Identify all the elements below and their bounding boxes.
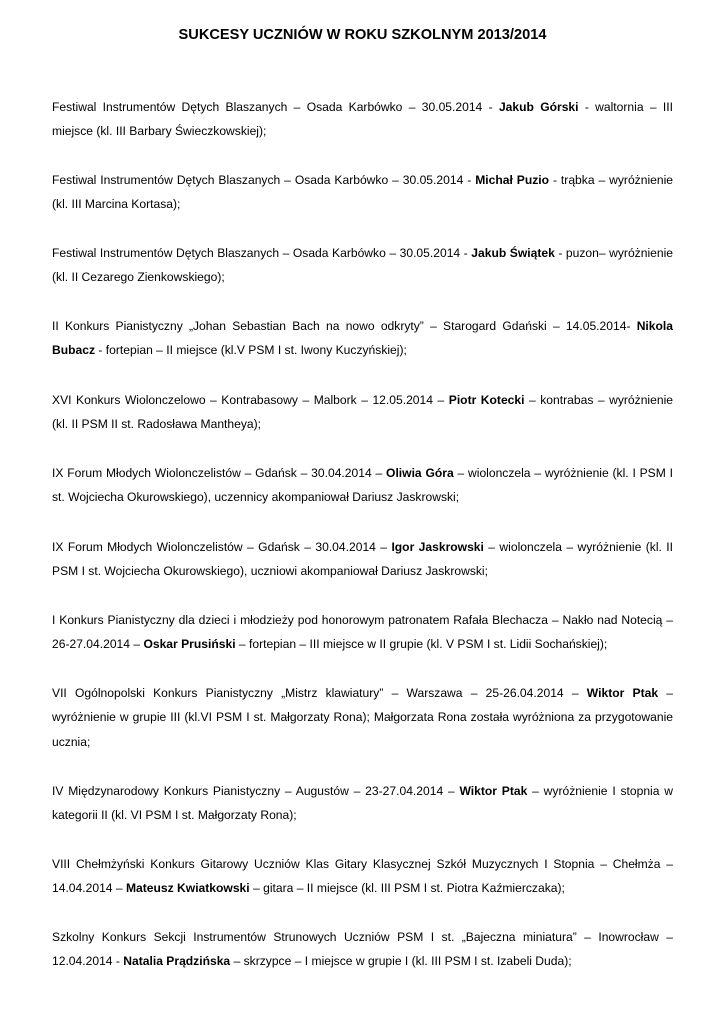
student-name: Wiktor Ptak — [586, 686, 659, 700]
student-name: Michał Puzio — [475, 173, 550, 187]
list-item: IX Forum Młodych Wiolonczelistów – Gdańsk – 30.04.2014 – Oliwia Góra – wiolonczela – wyróżnienie (kl. I PSM I st. Wojciecha Okurowskiego), uczennicy akompaniował Dariusz Jaskrowski; — [52, 466, 673, 505]
student-name: Piotr Kotecki — [448, 393, 525, 407]
student-name: Igor Jaskrowski — [391, 540, 484, 554]
list-item: Festiwal Instrumentów Dętych Blaszanych – Osada Karbówko – 30.05.2014 - Michał Puzio - trąbka – wyróżnienie (kl. III Marcina Kortasa); — [52, 173, 673, 212]
student-name: Oliwia Góra — [386, 466, 454, 480]
list-item: I Konkurs Pianistyczny dla dzieci i młodzieży pod honorowym patronatem Rafała Blechacza – Nakło nad Notecią – 26-27.04.2014 – Oskar Prusiński – fortepian – III miejsce w II grupie (kl. V PSM I st. Lidii Sochańskiej); — [52, 613, 673, 652]
list-item: Festiwal Instrumentów Dętych Blaszanych – Osada Karbówko – 30.05.2014 - Jakub Świątek - puzon– wyróżnienie (kl. II Cezarego Zienkowskiego); — [52, 246, 673, 285]
list-item: Szkolny Konkurs Sekcji Instrumentów Strunowych Uczniów PSM I st. „Bajeczna miniatura” – Inowrocław – 12.04.2014 - Natalia Prądzińska – skrzypce – I miejsce w grupie I (kl. III PSM I st. Izabeli Duda); — [52, 930, 673, 969]
list-item: XVI Konkurs Wiolonczelowo – Kontrabasowy – Malbork – 12.05.2014 – Piotr Kotecki – kontrabas – wyróżnienie (kl. II PSM II st. Radosława Mantheya); — [52, 393, 673, 432]
page-title: SUKCESY UCZNIÓW W ROKU SZKOLNYM 2013/2014 — [178, 27, 547, 43]
student-name: Oskar Prusiński — [143, 637, 236, 652]
list-item: VIII Chełmżyński Konkurs Gitarowy Uczniów Klas Gitary Klasycznej Szkół Muzycznych I Stopnia – Chełmża – 14.04.2014 – Mateusz Kwiatkowski – gitara – II miejsce (kl. III PSM I st. Piotra Kaźmierczaka); — [52, 857, 673, 896]
list-item: VII Ogólnopolski Konkurs Pianistyczny „Mistrz klawiatury” – Warszawa – 25-26.04.2014 – Wiktor Ptak – wyróżnienie w grupie III (kl.VI PSM I st. Małgorzaty Rona); Małgorzata Rona została wyróżniona za przygotowanie ucznia; — [52, 686, 674, 749]
student-name: Nikola Bubacz — [52, 319, 673, 358]
list-item: II Konkurs Pianistyczny „Johan Sebastian Bach na nowo odkryty” – Starogard Gdański – 14.05.2014- Nikola Bubacz - fortepian – II miejsce (kl.V PSM I st. Iwony Kuczyńskiej); — [52, 319, 673, 358]
student-name: Jakub Górski — [498, 100, 579, 114]
list-item: IV Międzynarodowy Konkurs Pianistyczny – Augustów – 23-27.04.2014 – Wiktor Ptak – wyróżnienie I stopnia w kategorii II (kl. VI PSM I st. Małgorzaty Rona); — [52, 784, 673, 823]
list-item: Festiwal Instrumentów Dętych Blaszanych – Osada Karbówko – 30.05.2014 - Jakub Górski - waltornia – III miejsce (kl. III Barbary Świeczkowskiej); — [52, 100, 673, 139]
student-name: Jakub Świątek — [471, 246, 555, 260]
student-name: Mateusz Kwiatkowski — [125, 881, 250, 896]
student-name: Wiktor Ptak — [459, 784, 528, 798]
list-item: IX Forum Młodych Wiolonczelistów – Gdańsk – 30.04.2014 – Igor Jaskrowski – wiolonczela – wyróżnienie (kl. II PSM I st. Wojciecha Okurowskiego), uczniowi akompaniował Dariusz Jaskrowski; — [52, 540, 673, 579]
student-name: Natalia Prądzińska — [123, 954, 231, 969]
